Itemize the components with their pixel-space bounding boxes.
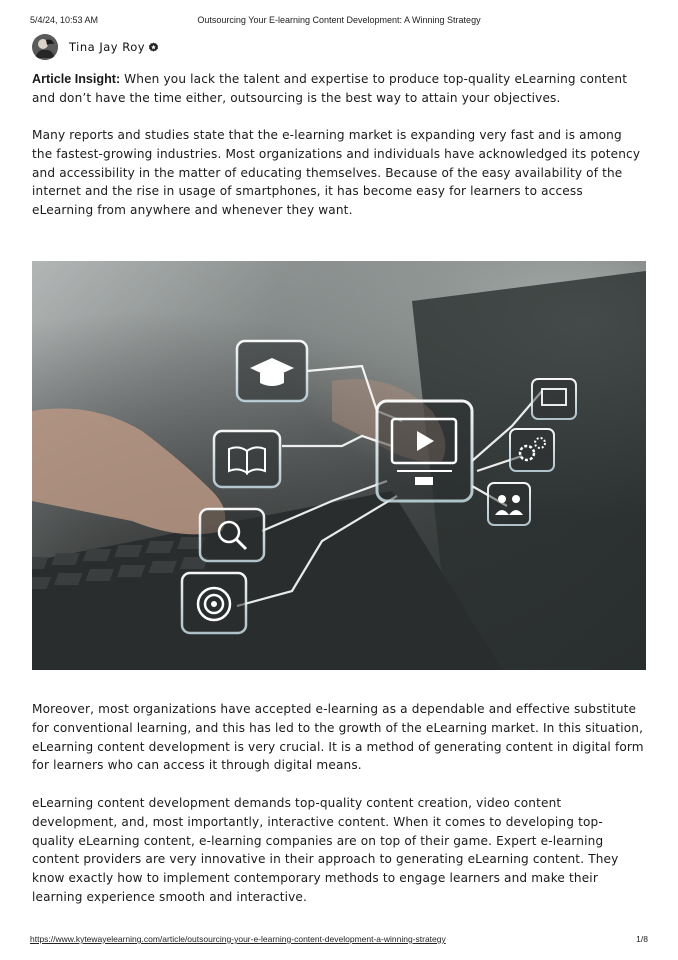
paragraph-market-growth	[32, 126, 644, 220]
hero-image	[32, 261, 646, 670]
elearning-illustration	[32, 261, 646, 670]
paragraph-adoption	[32, 700, 644, 775]
verified-badge-icon	[148, 42, 159, 53]
source-url-link[interactable]: https://www.kytewayelearning.com/article/outsourcing-your-e-learning-content-development-a-winning-strategy	[30, 934, 446, 944]
article-insight	[32, 70, 644, 108]
insight-label: Article Insight:	[32, 72, 121, 86]
print-timestamp: 5/4/24, 10:53 AM	[30, 15, 99, 25]
avatar[interactable]	[32, 34, 58, 60]
gears-icon	[510, 429, 554, 471]
print-footer	[30, 934, 648, 946]
certificate-icon	[532, 379, 576, 419]
search-icon	[200, 509, 264, 561]
print-header	[30, 15, 648, 29]
target-icon	[182, 573, 246, 633]
author-name[interactable]: Tina Jay Roy	[69, 40, 146, 54]
paragraph-text: Many reports and studies state that the e-learning market is expanding very fast and is among the fastest-growing industries. Most organizations and individuals have acknowledged its potency and accessibility in the matter of educating themselves. Because of the easy availability of the internet and the rise in usage of smartphones, it has become easy for learners to access eLearning from anywhere and whenever they want.	[32, 128, 641, 218]
avatar-photo-icon	[32, 34, 58, 60]
document-title: Outsourcing Your E-learning Content Development: A Winning Strategy	[197, 15, 481, 25]
paragraph-text: eLearning content development demands top-quality content creation, video content development, and, most importantly, interactive content. When it comes to developing top-quality eLearning content, e-learning companies are on top of their game. Expert e-learning content providers are very innovative in their approach to generating eLearning content. They know exactly how to implement contemporary methods to engage learners and make their learning experience smooth and interactive.	[32, 796, 619, 904]
group-icon	[488, 483, 530, 525]
video-player-icon	[377, 401, 472, 501]
paragraph-content-development	[32, 794, 644, 907]
insight-text: When you lack the talent and expertise to produce top-quality eLearning content and don’t have the time either, outsourcing is the best way to attain your objectives.	[32, 72, 628, 105]
source-url	[30, 934, 446, 944]
page-number: 1/8	[636, 934, 648, 944]
graduation-cap-icon	[237, 341, 307, 401]
author-row	[32, 33, 159, 61]
book-icon	[214, 431, 280, 487]
paragraph-text: Moreover, most organizations have accepted e-learning as a dependable and effective substitute for conventional learning, and this has led to the growth of the eLearning market. In this situation, eLearning content development is very crucial. It is a method of generating content in digital form for learners who can access it through digital means.	[32, 702, 644, 773]
